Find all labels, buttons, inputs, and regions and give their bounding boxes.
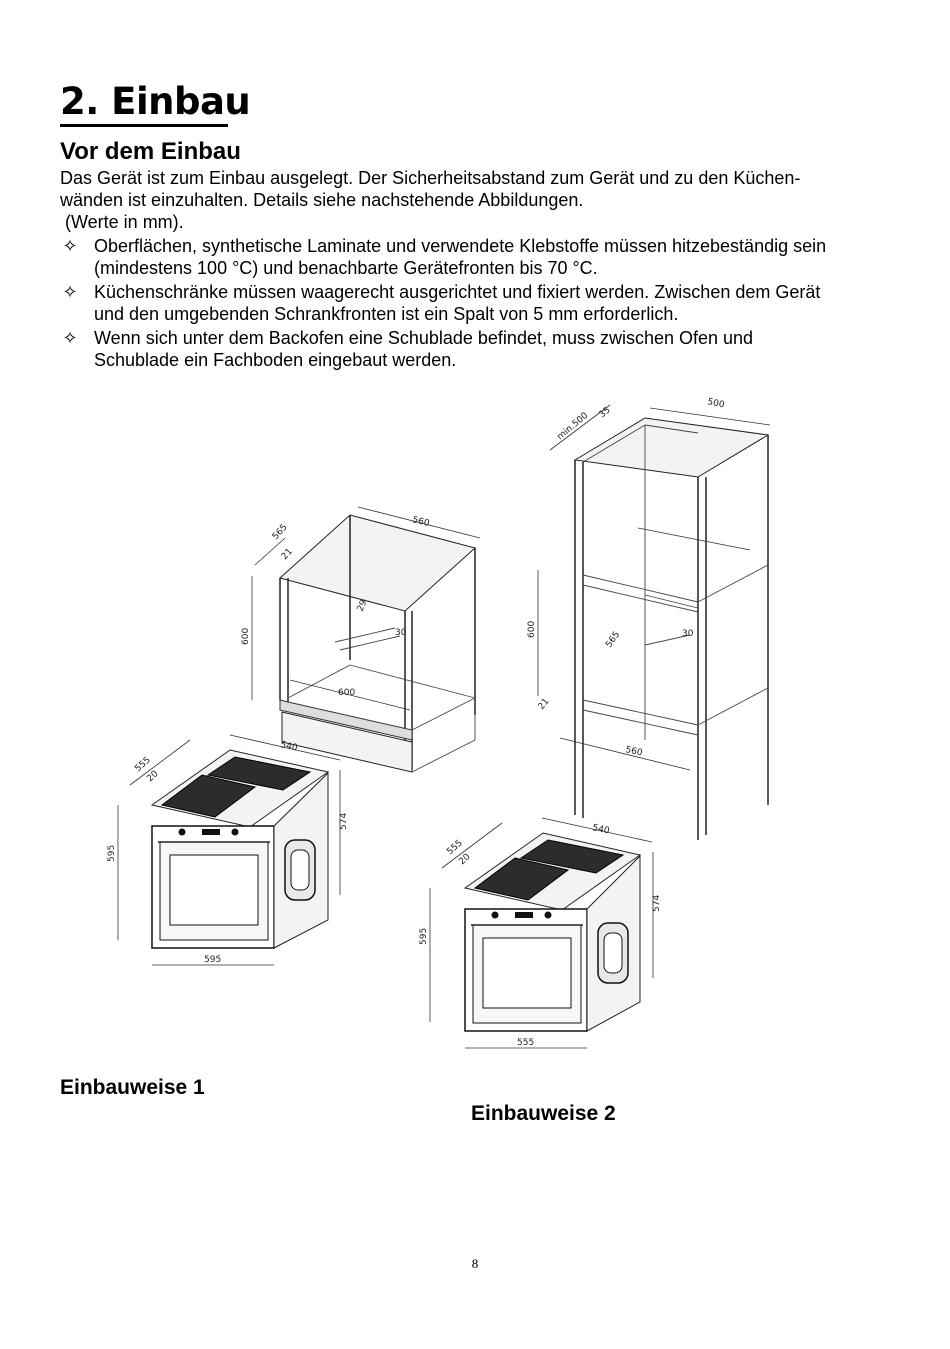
bullet-line: Küchenschränke müssen waagerecht ausgerichtet und fixiert werden. Zwischen dem Gerät [94,282,821,302]
intro-line-1: Das Gerät ist zum Einbau ausgelegt. Der Sicherheitsabstand zum Gerät und zu den Küchen- [60,168,801,188]
dim-oven1-width: 540 [279,740,299,754]
dim-oven2-body-height: 574 [652,894,662,912]
dim-cab1-depth: 565 [270,522,290,543]
star-bullet-icon: ✧ [62,282,78,302]
dim-oven2-depth: 555 [445,838,465,858]
oven-drawing-1 [107,735,349,965]
dim-cab2-height: 600 [527,620,537,638]
subsection-heading: Vor dem Einbau [60,138,241,165]
dim-cab2-total-height: min.500 [555,410,591,443]
heading-underline [60,124,228,127]
bullet-line: Schublade ein Fachboden eingebaut werden. [94,350,457,370]
dim-cab2-base: 560 [624,745,644,759]
dim-cab2-bottom-gap: 21 [536,696,552,712]
dim-oven2-width: 540 [591,823,611,837]
section-heading: 2. Einbau [60,80,251,123]
bullet-line: und den umgebenden Schrankfronten ist ein Spalt von 5 mm erforderlich. [94,304,679,324]
tall-cabinet-drawing [527,397,770,840]
dim-cab2-top-gap: 35 [597,405,613,421]
bullet-line: Oberflächen, synthetische Laminate und verwendete Klebstoffe müssen hitzebeständig sein [94,236,827,256]
dim-oven1-front-width: 595 [204,955,222,965]
dim-cab1-inner: 29 [355,598,370,614]
dim-cab1-base: 600 [338,688,356,698]
dim-cab2-vent: 30 [682,629,694,639]
intro-line-3: (Werte in mm). [60,212,184,232]
intro-line-2: wänden ist einzuhalten. Details siehe nachstehende Abbildungen. [60,190,584,210]
dim-oven2-lip: 20 [457,852,473,868]
dim-cab2-width: 500 [706,397,726,411]
caption-installation-1: Einbauweise 1 [60,1076,205,1099]
oven-drawing-2 [419,818,662,1048]
dim-cab1-width: 560 [411,515,431,530]
star-bullet-icon: ✧ [62,328,78,348]
dim-oven1-depth: 555 [133,755,153,775]
star-bullet-icon: ✧ [62,236,78,256]
installation-drawing [90,380,790,1060]
dim-cab2-depth: 565 [604,629,623,650]
installation-diagram [90,380,790,1060]
dim-oven1-lip: 20 [145,769,161,785]
caption-installation-2: Einbauweise 2 [471,1102,616,1125]
dim-oven1-body-height: 574 [339,812,349,830]
dim-oven2-front-width: 555 [517,1038,535,1048]
page-number: 8 [471,1256,479,1271]
dim-cab1-top-gap: 21 [279,546,295,563]
bullet-line: Wenn sich unter dem Backofen eine Schublade befindet, muss zwischen Ofen und [94,328,754,348]
base-cabinet-drawing [241,507,480,772]
dim-cab1-vent: 30 [395,628,407,638]
bullet-line: (mindestens 100 °C) und benachbarte Gerätefronten bis 70 °C. [94,258,598,278]
dim-oven2-height: 595 [419,927,429,945]
dim-cab1-height: 600 [241,627,251,645]
dim-oven1-height: 595 [107,844,117,862]
